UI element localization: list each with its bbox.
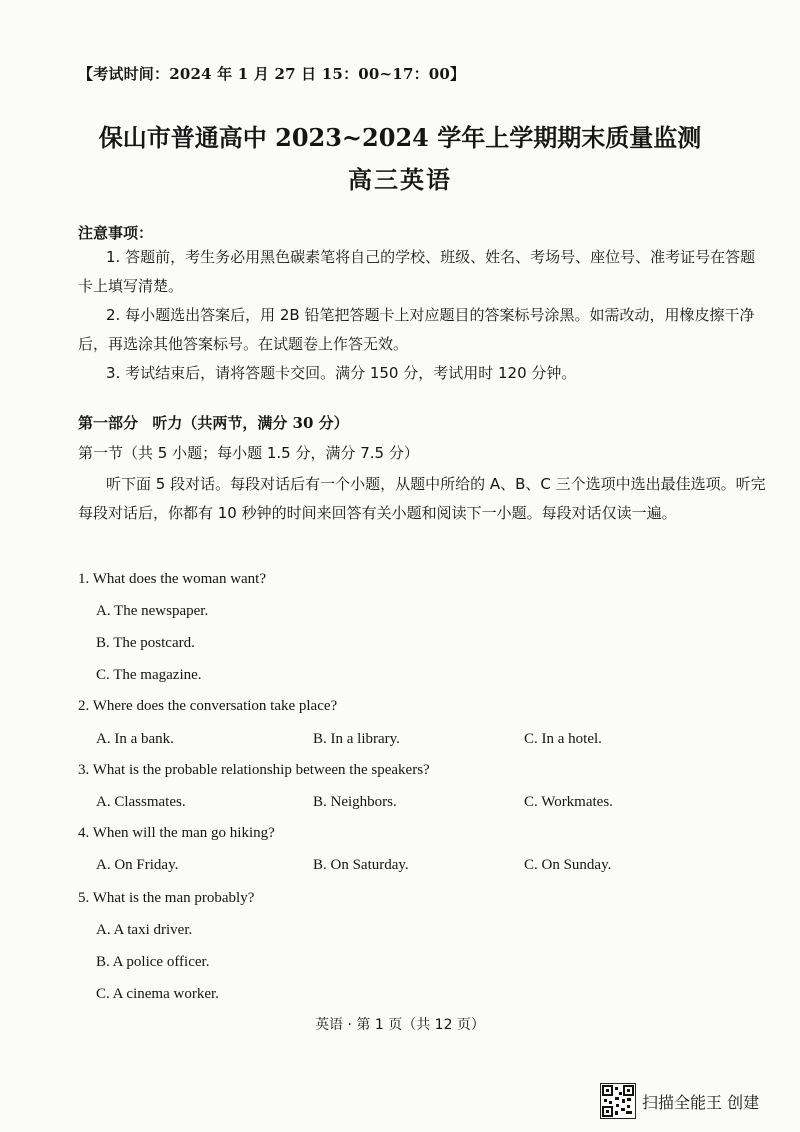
question-2: 2. Where does the conversation take place?: [78, 698, 338, 714]
q4-option-b: B. On Saturday.: [313, 857, 409, 873]
notice-item-3: 3. 考试结束后，请将答题卡交回。满分 150 分，考试用时 120 分钟。: [106, 364, 577, 382]
q3-option-b: B. Neighbors.: [313, 794, 397, 810]
q1-option-a: A. The newspaper.: [96, 603, 209, 619]
q5-option-a: A. A taxi driver.: [96, 922, 193, 938]
q2-option-c: C. In a hotel.: [524, 731, 602, 747]
part-heading: [78, 412, 349, 433]
exam-title: 保山市普通高中 2023~2024 学年上学期期末质量监测: [98, 123, 702, 152]
section-instructions: 听下面 5 段对话。每段对话后有一个小题，从题中所给的 A、B、C 三个选项中选出最佳选项。听完每段对话后，你都有 10 秒钟的时间来回答有关小题和阅读下一小题。每段对话仅读一遍。: [78, 475, 766, 522]
part-name: 第一部分: [78, 414, 139, 432]
notice-heading: 注意事项：: [78, 224, 154, 242]
q2-option-a: A. In a bank.: [96, 731, 174, 747]
q1-option-c: C. The magazine.: [96, 667, 202, 683]
question-3: 3. What is the probable relationship between the speakers?: [78, 762, 430, 778]
qr-code-icon: [600, 1083, 636, 1119]
q1-option-b: B. The postcard.: [96, 635, 195, 651]
q3-option-a: A. Classmates.: [96, 794, 186, 810]
exam-subject: 高三英语: [348, 165, 452, 194]
question-4: 4. When will the man go hiking?: [78, 825, 275, 841]
q2-option-b: B. In a library.: [313, 731, 400, 747]
q3-option-c: C. Workmates.: [524, 794, 613, 810]
question-5: 5. What is the man probably?: [78, 890, 255, 906]
exam-time: 【考试时间：2024 年 1 月 27 日 15：00~17：00】: [78, 65, 466, 83]
section-heading: 第一节（共 5 小题；每小题 1.5 分，满分 7.5 分）: [78, 444, 419, 462]
scanner-watermark: 扫描全能王 创建: [642, 1093, 760, 1112]
q5-option-b: B. A police officer.: [96, 954, 210, 970]
page-footer: 英语 · 第 1 页（共 12 页）: [315, 1017, 485, 1033]
notice-item-2: 2. 每小题选出答案后，用 2B 铅笔把答题卡上对应题目的答案标号涂黑。如需改动，用橡皮擦干净后，再选涂其他答案标号。在试题卷上作答无效。: [78, 306, 755, 353]
q4-option-c: C. On Sunday.: [524, 857, 612, 873]
question-1: 1. What does the woman want?: [78, 571, 267, 587]
part-title: 听力（共两节，满分 30 分）: [152, 414, 349, 432]
q5-option-c: C. A cinema worker.: [96, 986, 219, 1002]
notice-item-1: 1. 答题前，考生务必用黑色碳素笔将自己的学校、班级、姓名、考场号、座位号、准考证号在答题卡上填写清楚。: [78, 248, 756, 295]
q4-option-a: A. On Friday.: [96, 857, 179, 873]
